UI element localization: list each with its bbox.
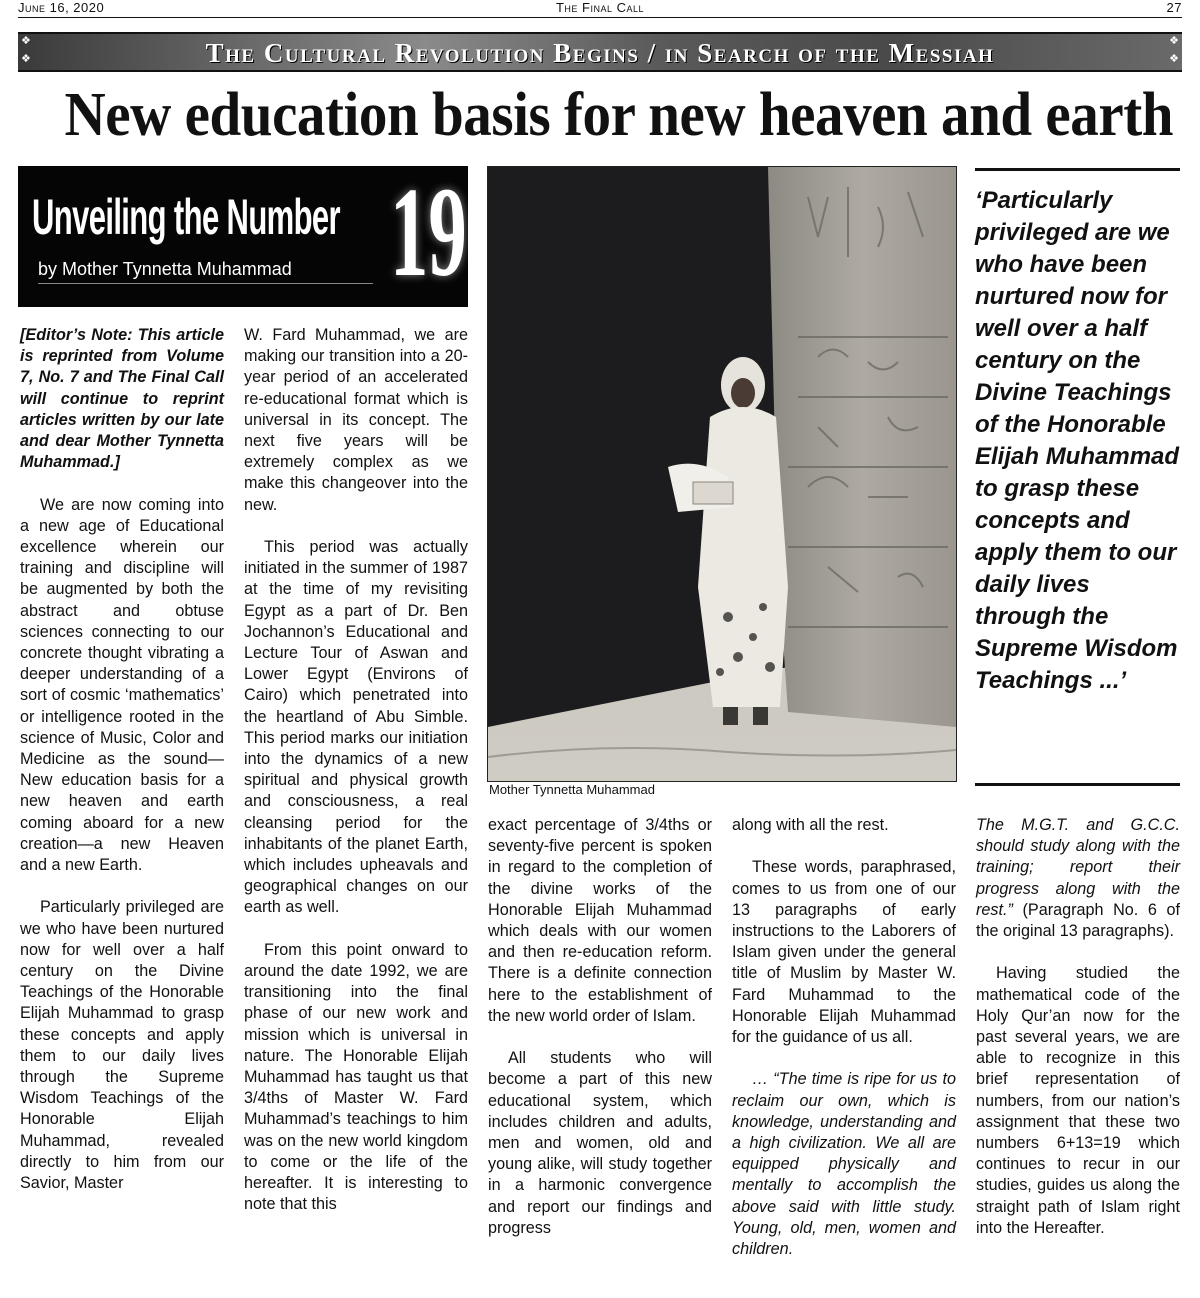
paragraph: along with all the rest.	[732, 816, 889, 834]
photo-caption: Mother Tynnetta Muhammad	[489, 782, 655, 797]
paragraph: From this point onward to around the date 1992, we are transitioning into the final phase of our new work and mission which is universal in nature. The Honorable Elijah Muhammad has taught us that 3/4ths of Master W. Fard Muhammad’s teachings to him was on the new world kingdom to come or the life of the hereafter. It is interesting to note that this	[244, 940, 468, 1214]
quoted-instruction-end: The M.G.T. and G.C.C. should study along with the training; report their progress along with the rest.”	[976, 816, 1180, 919]
paragraph-reference: (Paragraph No. 6 of the original 13 paragraphs).	[976, 900, 1181, 941]
pull-quote-text: ‘Particularly privileged are we who have been nurtured now for well over a half century on the Divine Teachings of the Honorable Elijah Muhammad to grasp these concepts and apply them to our daily lives through the Supreme Wisdom Teachings ...’	[975, 187, 1180, 694]
paragraph: This period was actually initiated in the summer of 1987 at the time of my revisiting Egypt as a part of Dr. Ben Jochannon’s Educational and Lecture Tour of Aswan and Lower Egypt (Environs of Cairo) which penetrated into the heartland of Abu Simble. This period marks our initiation into the dynamics of a new spiritual and physical growth and consciousness, a real cleansing period for the inhabitants of the planet Earth, which includes upheavals and geographical changes on our earth as well.	[244, 538, 468, 917]
paragraph: All students who will become a part of this new educational system, which includes children and adults, men and women, old and young alike, will study together in a harmonic convergence and report our findings and progress	[488, 1049, 712, 1237]
folio-rule	[18, 17, 1182, 18]
article-column-2	[244, 325, 468, 1216]
article-column-4	[732, 815, 956, 1260]
pull-quote	[975, 168, 1180, 786]
quoted-instruction: … “The time is ripe for us to reclaim our own, which is knowledge, understanding and a high civilization. We all are equipped physically and mentally to accomplish the above said with little study. Young, old, men, women and children.	[732, 1070, 956, 1259]
paragraph: These words, paraphrased, comes to us from one of our 13 paragraphs of early instructions to the Laborers of Islam given under the general title of Muslim by Master W. Fard Muhammad to the Honorable Elijah Muhammad for the guidance of us all.	[732, 858, 956, 1047]
editors-note: [Editor’s Note: This article is reprinted from Volume 7, No. 7 and The Final Call will continue to reprint articles written by our late and dear Mother Tynnetta Muhammad.]	[20, 326, 224, 472]
article-column-5	[976, 815, 1180, 1239]
publication-name: The Final Call	[555, 0, 645, 15]
issue-date: June 16, 2020	[18, 0, 105, 15]
headline: New education basis for new heaven and earth	[64, 81, 1174, 149]
ornament-icon: ❖	[1169, 35, 1179, 47]
article-column-1	[20, 325, 224, 1194]
ornament-icon: ❖	[21, 35, 31, 47]
paragraph: W. Fard Muhammad, we are making our transition into a 20-year period of an accelerated re-educational format which is universal in its concept. The next five years will be extremely complex as we make this changeover into the new.	[244, 326, 468, 514]
paragraph: exact percentage of 3/4ths or seventy-five percent is spoken in regard to the completion of the divine works of the Honorable Elijah Muhammad which deals with our women and then re-education reform. There is a definite connection here to the establishment of the new world order of Islam.	[488, 816, 712, 1025]
section-banner-title: The Cultural Revolution Begins / in Search of the Messiah	[205, 38, 995, 68]
paragraph: Having studied the mathematical code of the Holy Qur’an now for the past several years, we are able to recognize in this brief representation of numbers, from our nation’s assignment that these two numbers 6+13=19 which continues to recur in our studies, guides us along the straight path of Islam right into the Hereafter.	[976, 964, 1180, 1237]
article-column-3	[488, 815, 712, 1239]
ornament-icon: ❖	[21, 53, 31, 65]
paragraph: Particularly privileged are we who have been nurtured now for well over a half century on the Divine Teachings of the Honorable Elijah Muhammad to grasp these concepts and apply them to our daily lives through the Supreme Wisdom Teachings of the Honorable Elijah Muhammad, revealed directly to him from our Savior, Master	[20, 898, 224, 1193]
byline-rule	[38, 283, 373, 284]
page-number: 27	[1166, 0, 1182, 15]
column-byline: by Mother Tynnetta Muhammad	[38, 259, 292, 279]
photo-illustration	[488, 167, 956, 781]
paragraph: We are now coming into a new age of Educational excellence wherein our training and discipline will be augmented by both the abstract and obtuse sciences connecting to our concrete thought vibrating a deeper understanding of a sort of cosmic ‘mathematics’ or intelligence rooted in the science of Music, Color and Medicine as the sound—New education basis for a new heaven and earth coming aboard for a new creation—a new Heaven and a new Earth.	[20, 495, 224, 875]
article-photo	[487, 166, 957, 782]
ornament-icon: ❖	[1169, 53, 1179, 65]
section-banner	[18, 32, 1182, 72]
column-title: Unveiling the Number	[32, 189, 340, 245]
column-header	[18, 166, 468, 307]
column-number: 19	[390, 166, 467, 303]
